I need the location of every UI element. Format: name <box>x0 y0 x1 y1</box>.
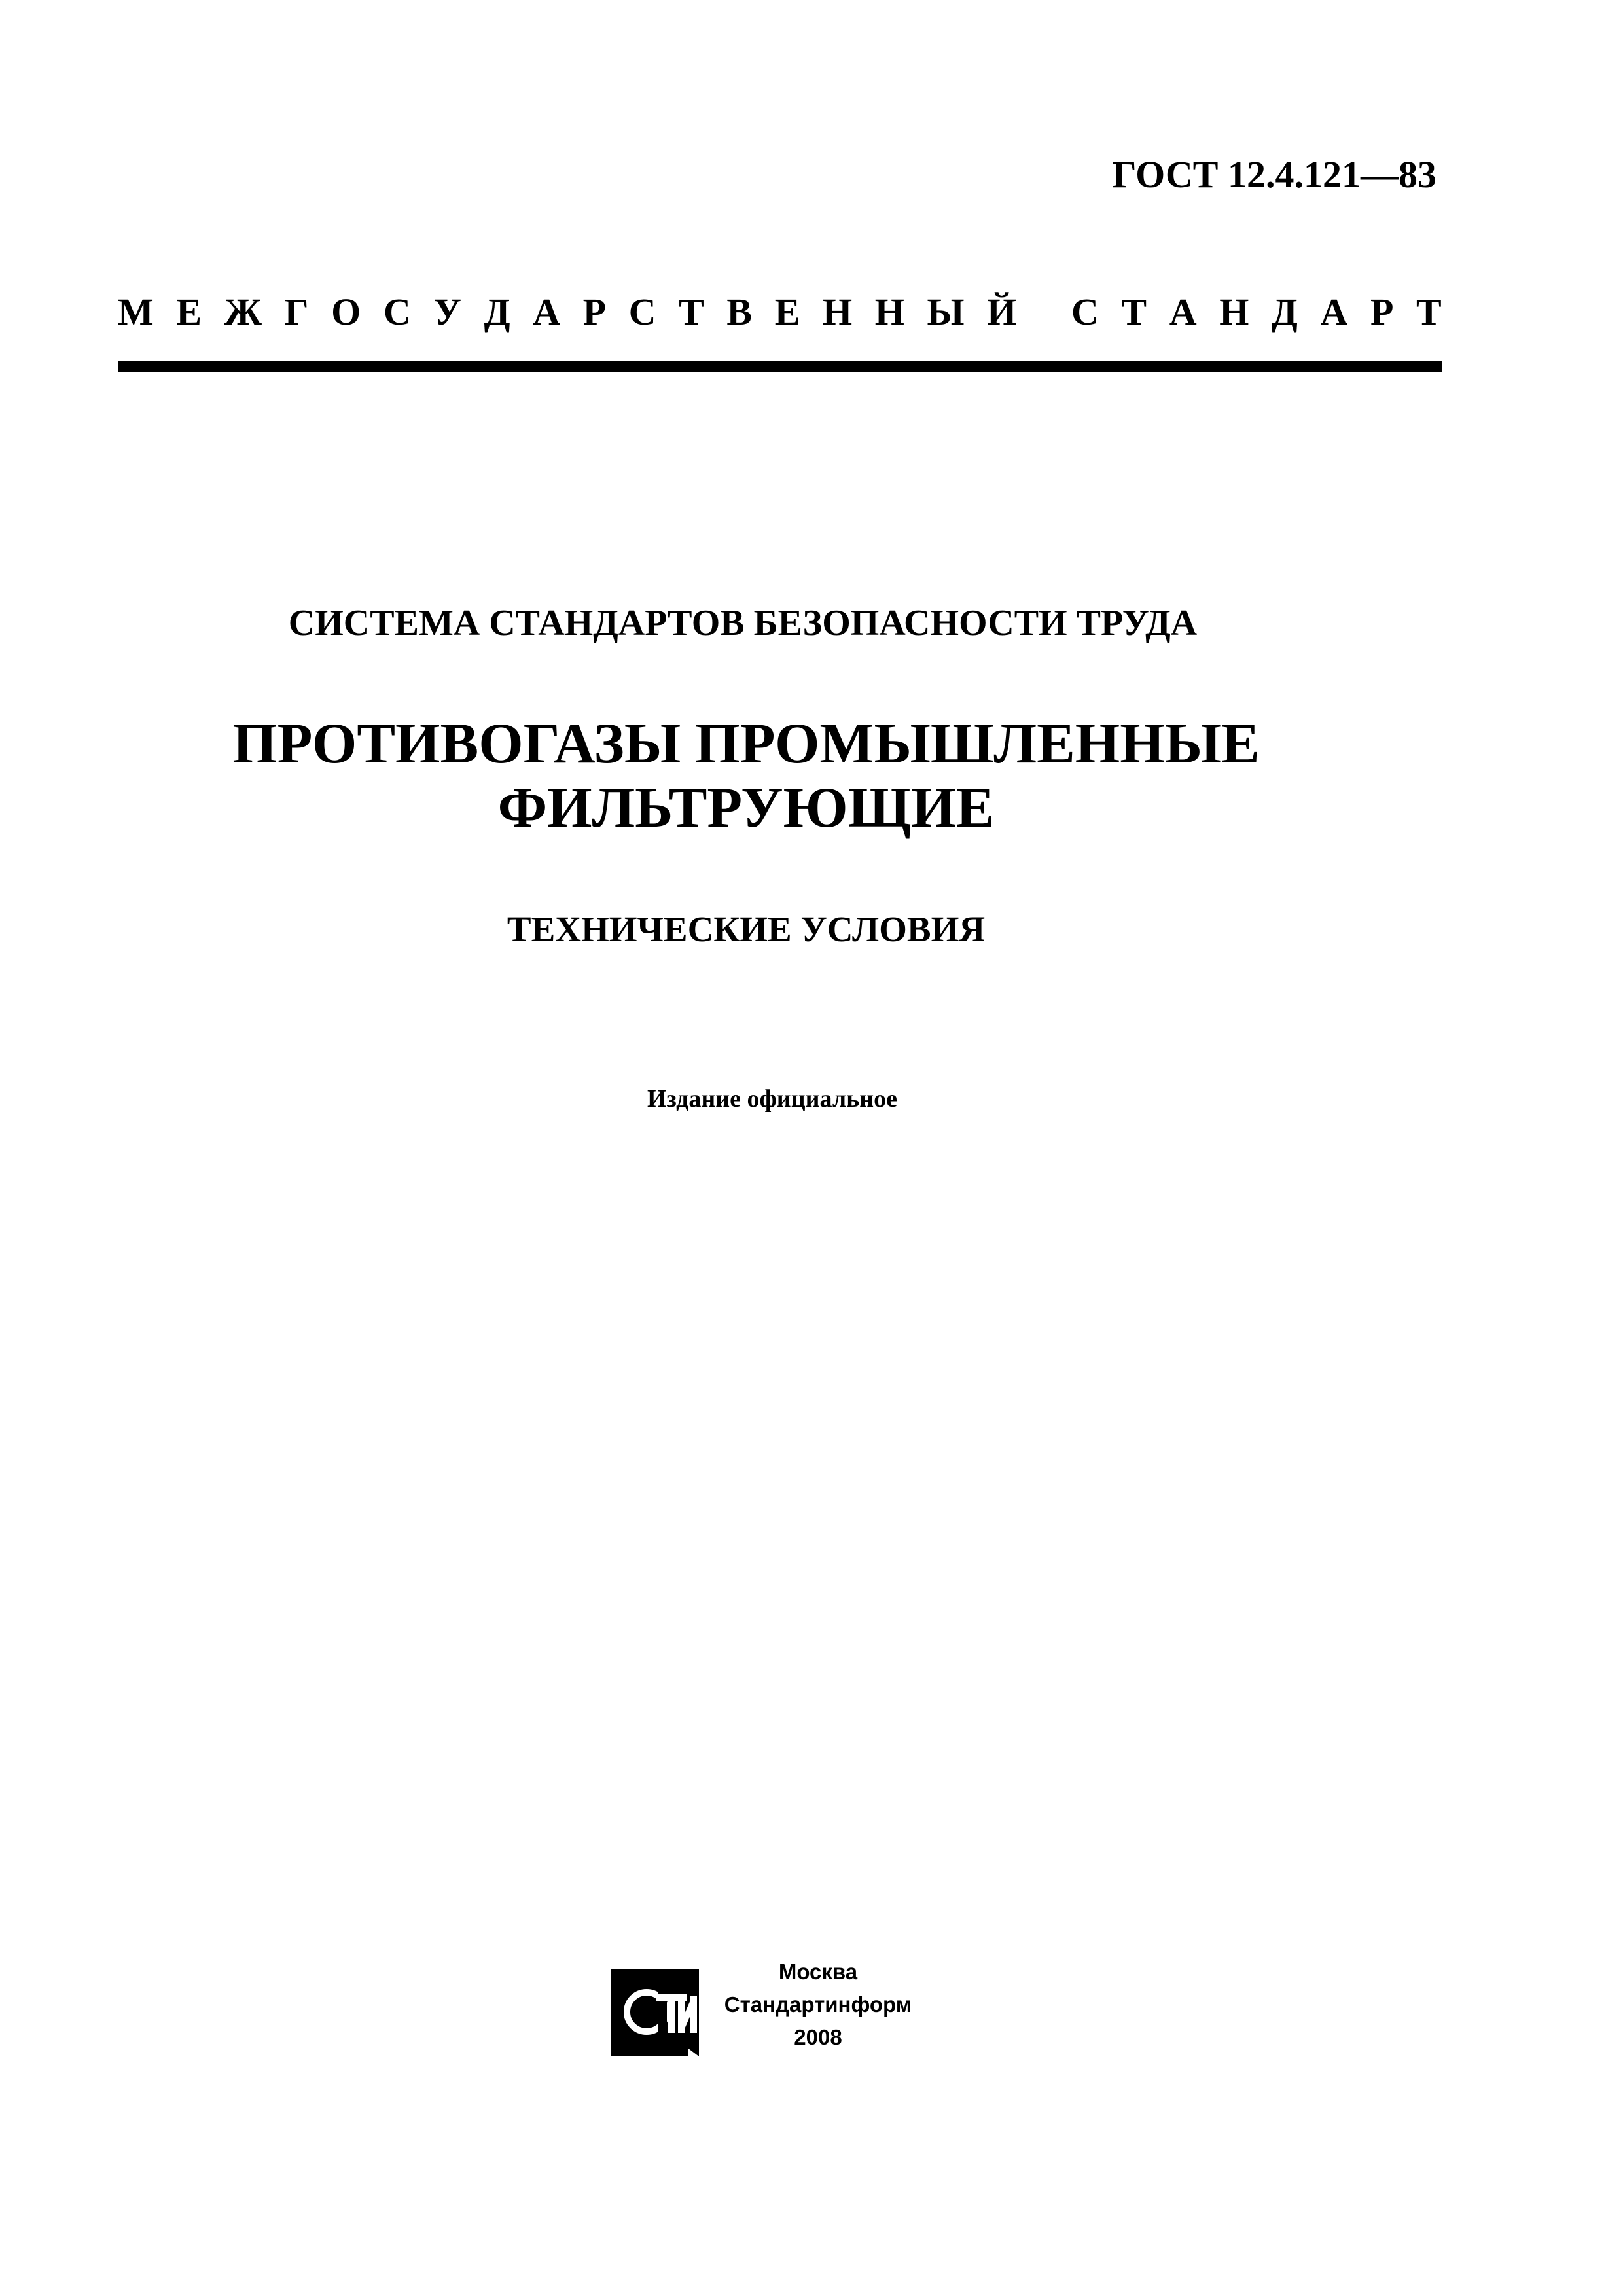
heading-letter: Е <box>176 291 202 333</box>
heading-letter: Й <box>987 291 1017 333</box>
heading-letter: Д <box>1271 291 1298 333</box>
heading-letter: Т <box>1416 291 1442 333</box>
publisher-info <box>720 1956 916 2054</box>
title-line-2: ФИЛЬТРУЮЩИЕ <box>497 776 995 840</box>
heading-letter: А <box>1169 291 1197 333</box>
publisher-name: Стандартинформ <box>724 1992 912 2017</box>
word-gap <box>1039 293 1049 331</box>
publisher-block <box>609 1956 949 2060</box>
gost-number: ГОСТ 12.4.121—83 <box>1112 153 1436 196</box>
heading-letter: Е <box>774 291 800 333</box>
heading-letter: Р <box>1370 291 1394 333</box>
heading-letter: Г <box>284 291 309 333</box>
heading-letter: А <box>1320 291 1348 333</box>
heading-letter: Ы <box>927 291 965 333</box>
heading-letter: Н <box>874 291 904 333</box>
heading-letter: У <box>433 291 461 333</box>
standartinform-logo-icon <box>609 1964 707 2062</box>
heading-letter: Р <box>582 291 607 333</box>
document-title <box>0 712 1558 840</box>
heading-letter: О <box>331 291 361 333</box>
heading-letter: С <box>383 291 411 333</box>
heading-letter: Н <box>823 291 853 333</box>
system-title: СИСТЕМА СТАНДАРТОВ БЕЗОПАСНОСТИ ТРУДА <box>288 603 1198 643</box>
heading-letter: В <box>726 291 753 333</box>
publisher-city: Москва <box>778 1960 858 1984</box>
heading-letter: А <box>533 291 560 333</box>
document-subtitle: ТЕХНИЧЕСКИЕ УСЛОВИЯ <box>507 909 986 949</box>
heading-letter: Т <box>679 291 704 333</box>
heading-letter: Ж <box>224 291 262 333</box>
edition-note: Издание официальное <box>647 1085 897 1113</box>
heading-letter: М <box>118 291 154 333</box>
heading-letter: Н <box>1219 291 1249 333</box>
heading-letter: Д <box>484 291 510 333</box>
standard-type-heading <box>118 293 1442 331</box>
title-line-1: ПРОТИВОГАЗЫ ПРОМЫШЛЕННЫЕ <box>232 712 1260 776</box>
heading-letter: С <box>628 291 656 333</box>
heading-letter: С <box>1071 291 1099 333</box>
publication-year: 2008 <box>794 2025 842 2049</box>
header-divider <box>118 361 1442 372</box>
heading-letter: Т <box>1121 291 1147 333</box>
